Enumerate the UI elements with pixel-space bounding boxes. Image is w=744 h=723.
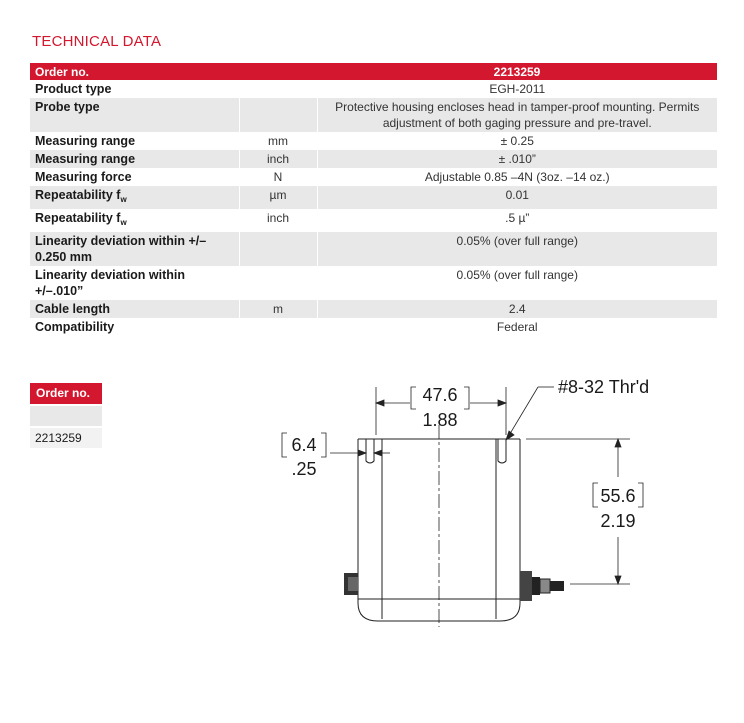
row-label: Measuring force: [30, 168, 239, 186]
row-value: Protective housing encloses head in tamper-proof mounting. Permits adjustment of both gaging pressure and pre-travel.: [317, 98, 717, 132]
table-row: [30, 300, 717, 318]
table-row: [30, 318, 717, 336]
row-label: Product type: [30, 80, 239, 98]
order-box-header: Order no.: [30, 383, 102, 404]
row-label: Repeatability $f_w$: [30, 209, 239, 232]
row-label: Linearity deviation within +/–.010”: [30, 266, 239, 300]
row-unit: mm: [239, 132, 317, 150]
table-row: [30, 266, 717, 300]
header-label: Order no.: [30, 63, 239, 80]
slot-mm-label: 6.4: [291, 435, 317, 455]
row-value: 0.05% (over full range): [317, 266, 717, 300]
order-box-spacer: [30, 406, 102, 426]
row-label: Measuring range: [30, 150, 239, 168]
row-unit: [239, 266, 317, 300]
table-row: [30, 98, 717, 132]
row-unit: N: [239, 168, 317, 186]
slot-right: [498, 439, 506, 463]
row-unit: inch: [239, 150, 317, 168]
row-value: ± 0.25: [317, 132, 717, 150]
table-row: [30, 132, 717, 150]
table-row: [30, 80, 717, 98]
table-row: [30, 168, 717, 186]
table-row: [30, 209, 717, 232]
row-unit: inch: [239, 209, 317, 232]
table-row: [30, 186, 717, 209]
height-mm-label: 55.6: [600, 486, 636, 506]
row-label: Compatibility: [30, 318, 239, 336]
row-value: .5 µ”: [317, 209, 717, 232]
row-unit: [239, 80, 317, 98]
row-value: EGH-2011: [317, 80, 717, 98]
technical-data-table: [30, 63, 717, 336]
height-in-label: 2.19: [600, 511, 636, 531]
order-number-box: [30, 383, 102, 448]
table-header-row: [30, 63, 717, 80]
row-value: 0.05% (over full range): [317, 232, 717, 266]
thread-label: #8-32 Thr'd: [558, 377, 650, 397]
width-mm-label: 47.6: [422, 385, 458, 405]
row-unit: [239, 318, 317, 336]
width-in-label: 1.88: [422, 410, 458, 430]
row-value: Federal: [317, 318, 717, 336]
row-unit: [239, 98, 317, 132]
table-row: [30, 150, 717, 168]
header-order-number: 2213259: [317, 63, 717, 80]
dimension-drawing: [270, 365, 670, 645]
row-unit: µm: [239, 186, 317, 209]
row-unit: m: [239, 300, 317, 318]
row-value: 0.01: [317, 186, 717, 209]
row-label: Linearity deviation within +/–0.250 mm: [30, 232, 239, 266]
header-unit: [239, 63, 317, 80]
row-label: Measuring range: [30, 132, 239, 150]
row-unit: [239, 232, 317, 266]
row-label: Probe type: [30, 98, 239, 132]
thread-callout: [506, 387, 554, 440]
row-value: 2.4: [317, 300, 717, 318]
slot-left: [366, 439, 374, 463]
row-label: Cable length: [30, 300, 239, 318]
cable-fitting-right: [520, 571, 564, 601]
page-title: TECHNICAL DATA: [32, 33, 162, 50]
adjust-knob-left: [344, 573, 358, 595]
row-value: Adjustable 0.85 –4N (3oz. –14 oz.): [317, 168, 717, 186]
row-label: Repeatability $f_w$: [30, 186, 239, 209]
table-row: [30, 232, 717, 266]
order-box-value: 2213259: [30, 428, 102, 448]
slot-in-label: .25: [291, 459, 317, 479]
row-value: ± .010”: [317, 150, 717, 168]
